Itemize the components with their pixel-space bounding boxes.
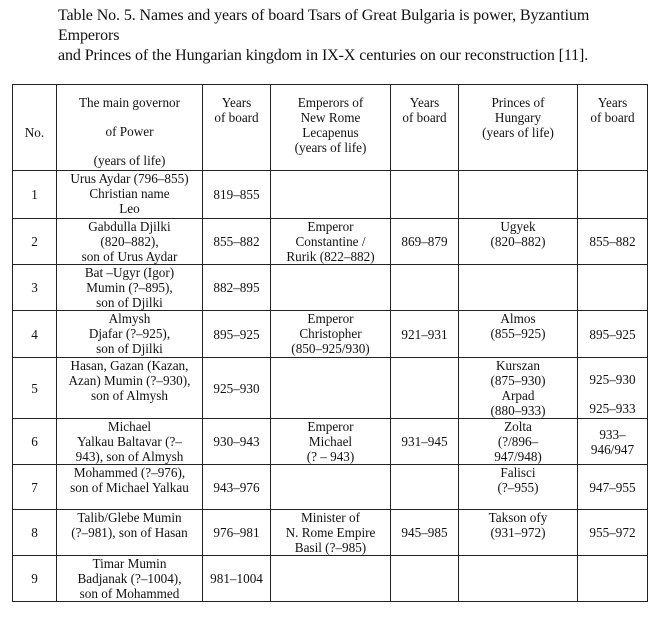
cell-emperor [271, 311, 391, 358]
cell-no-line: 6 [31, 434, 38, 449]
cell-governor-line: son of Djilki [96, 295, 163, 310]
header-years-2 [391, 85, 459, 171]
cell-emperor [271, 510, 391, 556]
cell-years-board-line: 930–943 [213, 434, 260, 449]
cell-emperor-years-line: 869–879 [401, 234, 448, 249]
cell-governor-line: Leo [119, 201, 140, 216]
cell-governor-line: Michael [107, 419, 152, 434]
table-row [13, 265, 648, 311]
header-line: Years [409, 95, 440, 110]
cell-emperor [271, 358, 391, 419]
header-line: Years [597, 95, 628, 110]
cell-governor [57, 556, 203, 602]
cell-governor-line: Mohammed (?–976), [73, 465, 186, 480]
cell-prince [459, 265, 578, 311]
cell-prince [459, 419, 578, 465]
cell-prince-years [578, 171, 648, 219]
cell-years-board-line: 981–1004 [210, 571, 263, 586]
cell-prince [459, 465, 578, 510]
cell-emperor-years [391, 219, 459, 265]
cell-governor-line: Timar Mumin [92, 556, 167, 571]
cell-emperor-line: Basil (?–985) [294, 540, 367, 555]
header-no: No. [13, 85, 57, 171]
cell-years-board [203, 419, 271, 465]
cell-prince-line: Takson ofy [488, 510, 548, 525]
cell-years-board-line: 882–895 [213, 280, 260, 295]
cell-governor-line: Azan) Mumin (?–930), [68, 373, 191, 388]
cell-no [13, 358, 57, 419]
header-line: of board [590, 110, 635, 125]
cell-governor-line: Yalkau Baltavar (?– [77, 434, 182, 449]
caption-line-1: Table No. 5. Names and years of board Tsars of Great Bulgaria is power, Byzantium Emperors [58, 7, 590, 44]
cell-emperor-years [391, 510, 459, 556]
caption-line-2: and Princes of the Hungarian kingdom in IX-X centuries on our reconstruction [11]. [58, 47, 589, 64]
cell-prince-line: (820–882) [490, 234, 546, 249]
cell-governor-line: son of Urus Aydar [81, 249, 178, 264]
header-line: Hungary [494, 110, 542, 125]
cell-prince-years-line: 895–925 [589, 326, 636, 342]
header-line: Years [221, 95, 252, 110]
cell-prince-years-line: 955–972 [589, 525, 636, 540]
cell-governor-line: son of Almysh [91, 388, 168, 403]
header-line: Lecapenus [302, 125, 359, 140]
cell-prince-years-line: 925–930 [589, 372, 636, 387]
table-body [13, 171, 648, 602]
cell-years-board [203, 265, 271, 311]
header-governor-line: The main governor [78, 95, 181, 110]
cell-prince-years [578, 465, 648, 510]
cell-prince-line: Falisci [500, 465, 536, 480]
cell-governor [57, 419, 203, 465]
cell-no [13, 419, 57, 465]
cell-years-board-line: 976–981 [213, 525, 260, 540]
cell-prince-line: Almos [500, 311, 536, 326]
cell-prince-years-line: 947–955 [589, 479, 636, 495]
cell-emperor-years [391, 265, 459, 311]
cell-emperor-years-line: 945–985 [401, 525, 448, 540]
table-row [13, 311, 648, 358]
cell-no [13, 556, 57, 602]
cell-governor-line: Bat –Ugyr (Igor) [84, 265, 175, 280]
header-years-3 [578, 85, 648, 171]
cell-no-line: 7 [31, 479, 38, 495]
table-row [13, 419, 648, 465]
cell-prince-years-line: 925–933 [589, 401, 636, 416]
cell-governor-line: Mumin (?–895), [86, 280, 173, 295]
cell-prince-years [578, 265, 648, 311]
cell-prince [459, 219, 578, 265]
cell-prince-line: Ugyek [500, 219, 536, 234]
cell-emperor [271, 219, 391, 265]
header-line: (years of life) [294, 140, 367, 155]
header-line: of board [214, 110, 259, 125]
cell-prince-years [578, 219, 648, 265]
cell-prince-line: 947/948) [494, 449, 542, 464]
cell-years-board [203, 171, 271, 219]
cell-years-board [203, 219, 271, 265]
header-row [13, 85, 648, 171]
cell-no-line: 4 [31, 326, 38, 342]
cell-emperor-years [391, 171, 459, 219]
cell-emperor-line: Rurik (822–882) [286, 249, 375, 264]
cell-no-line: 2 [31, 234, 38, 249]
cell-emperor-years [391, 358, 459, 419]
cell-prince [459, 311, 578, 358]
cell-governor-line: Urus Aydar (796–855) [70, 171, 189, 186]
cell-no-line: 1 [31, 187, 38, 202]
cell-governor-line: son of Michael Yalkau [70, 480, 189, 495]
header-line: Princes of [491, 95, 545, 110]
cell-governor-line: (?–981), son of Hasan [71, 525, 188, 540]
table-row [13, 510, 648, 556]
cell-emperor-line: N. Rome Empire [285, 525, 376, 540]
cell-prince-line: Arpad [501, 388, 535, 403]
cell-emperor-line: (850–925/930) [291, 341, 370, 356]
governors-table [12, 84, 648, 602]
cell-emperor [271, 556, 391, 602]
cell-prince-years-line: 933– [599, 426, 626, 442]
cell-emperor-line: Minister of [301, 510, 360, 525]
cell-governor-line: 943), son of Almysh [75, 449, 184, 464]
cell-no [13, 510, 57, 556]
cell-prince [459, 556, 578, 602]
cell-prince-line: (855–925) [490, 326, 546, 341]
cell-prince [459, 358, 578, 419]
cell-prince-line: (875–930) [490, 373, 546, 388]
cell-emperor [271, 171, 391, 219]
cell-emperor-years-line: 921–931 [401, 326, 448, 342]
cell-years-board-line: 895–925 [213, 326, 260, 342]
cell-prince-line: (?/896– [497, 434, 539, 449]
cell-emperor-years [391, 419, 459, 465]
header-line: of board [402, 110, 447, 125]
cell-years-board-line: 925–930 [213, 380, 260, 396]
header-governor-line: of Power [105, 124, 154, 139]
cell-emperor-line: (? – 943) [306, 449, 355, 464]
cell-prince-years-line: 855–882 [589, 234, 636, 249]
cell-prince-years [578, 311, 648, 358]
cell-no-line: 5 [31, 380, 38, 396]
cell-governor [57, 171, 203, 219]
cell-emperor-years [391, 556, 459, 602]
cell-prince-line: Zolta [504, 419, 532, 434]
cell-years-board [203, 510, 271, 556]
cell-prince-line: Kurszan [496, 358, 540, 373]
cell-years-board-line: 819–855 [213, 187, 260, 202]
cell-no-line: 3 [31, 280, 38, 295]
header-line: Emperors of [297, 95, 364, 110]
cell-prince-line: (880–933) [490, 403, 546, 418]
header-line: New Rome [300, 110, 361, 125]
cell-emperor-years [391, 465, 459, 510]
cell-governor-line: Talib/Glebe Mumin [77, 510, 182, 525]
cell-years-board [203, 311, 271, 358]
cell-no [13, 465, 57, 510]
cell-prince-years [578, 556, 648, 602]
table-row [13, 219, 648, 265]
header-emperors [271, 85, 391, 171]
table-row [13, 556, 648, 602]
table-row [13, 358, 648, 419]
cell-governor [57, 358, 203, 419]
header-governor [57, 85, 203, 171]
cell-governor-line: Badjanak (?–1004), [77, 571, 182, 586]
cell-emperor-line: Emperor [307, 219, 354, 234]
cell-prince-years [578, 510, 648, 556]
header-years-1 [203, 85, 271, 171]
cell-prince-line: (931–972) [490, 525, 546, 540]
table-row [13, 171, 648, 219]
cell-emperor [271, 465, 391, 510]
cell-governor-line: Gabdulla Djilki [88, 219, 171, 234]
cell-no [13, 219, 57, 265]
cell-governor-line: Djafar (?–925), [88, 326, 171, 341]
cell-prince-years [578, 358, 648, 419]
cell-governor [57, 465, 203, 510]
cell-emperor [271, 265, 391, 311]
cell-no [13, 265, 57, 311]
cell-no-line: 9 [31, 571, 38, 586]
cell-governor-line: Almysh [108, 311, 151, 326]
cell-emperor [271, 419, 391, 465]
cell-emperor-line: Michael [308, 434, 353, 449]
cell-years-board-line: 943–976 [213, 479, 260, 495]
cell-emperor-line: Constantine / [295, 234, 366, 249]
cell-prince [459, 510, 578, 556]
table-caption [58, 6, 648, 66]
cell-governor [57, 510, 203, 556]
cell-years-board [203, 358, 271, 419]
cell-emperor-line: Christopher [299, 326, 362, 341]
cell-years-board [203, 556, 271, 602]
cell-no [13, 311, 57, 358]
cell-prince-years [578, 419, 648, 465]
cell-governor-line: Christian name [89, 186, 170, 201]
cell-governor-line: son of Djilki [96, 341, 163, 356]
cell-emperor-line: Emperor [307, 311, 354, 326]
cell-emperor-years-line: 931–945 [401, 434, 448, 449]
cell-governor-line: Hasan, Gazan (Kazan, [70, 358, 189, 373]
cell-prince [459, 171, 578, 219]
cell-governor [57, 219, 203, 265]
header-governor-line: (years of life) [93, 153, 166, 168]
cell-governor [57, 265, 203, 311]
cell-governor-line: (820–882), [100, 234, 159, 249]
header-line: (years of life) [482, 125, 554, 140]
cell-years-board-line: 855–882 [213, 234, 260, 249]
header-princes [459, 85, 578, 171]
cell-governor [57, 311, 203, 358]
cell-emperor-years [391, 311, 459, 358]
cell-years-board [203, 465, 271, 510]
cell-no [13, 171, 57, 219]
cell-emperor-line: Emperor [307, 419, 354, 434]
cell-no-line: 8 [31, 525, 38, 540]
table-row [13, 465, 648, 510]
cell-governor-line: son of Mohammed [79, 586, 180, 601]
cell-prince-line: (?–955) [497, 480, 539, 495]
cell-prince-years-line: 946/947 [590, 441, 635, 457]
